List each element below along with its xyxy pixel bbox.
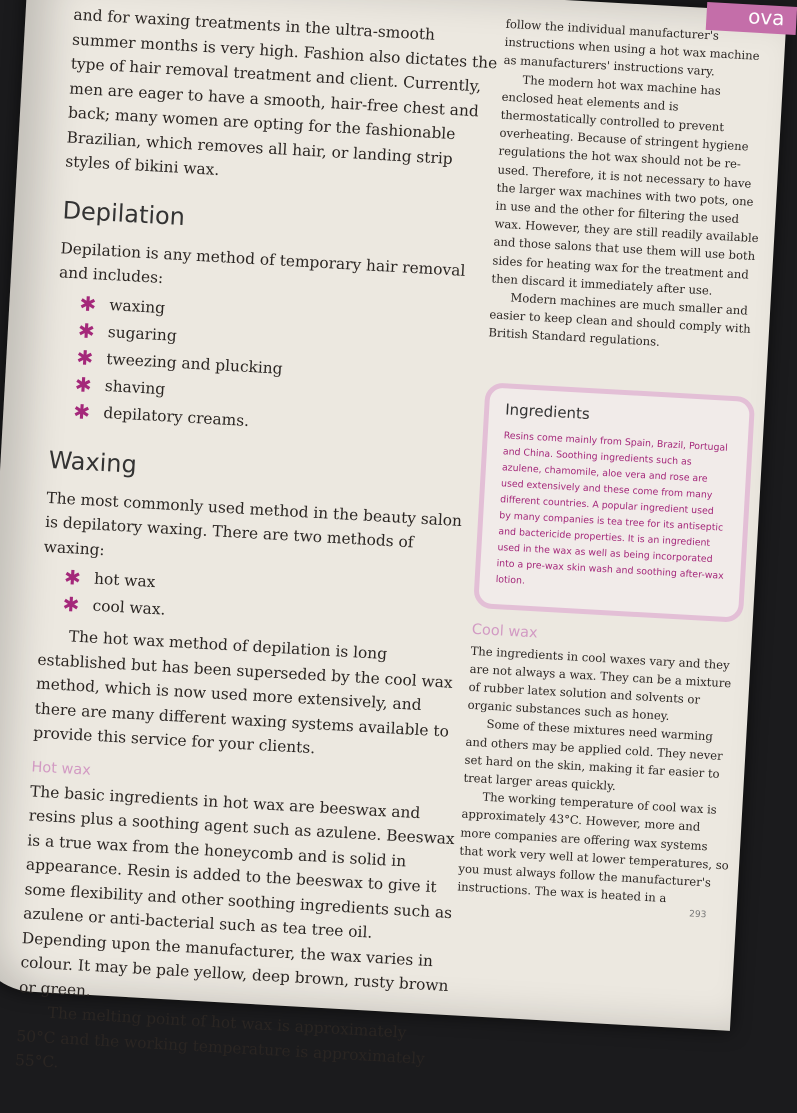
brand-tab: ova: [706, 2, 797, 35]
waxing-paragraph-2: The hot wax method of depilation is long established but has been superseded by the cool wax method, which is now used more extensively, and there are many different waxing systems available to provide this service for your clients.: [32, 627, 454, 758]
depilation-list: [73, 290, 488, 448]
waxing-heading: Waxing: [47, 445, 138, 479]
list-item: ✱ tweezing and plucking: [75, 344, 284, 378]
ingredients-text: Resins come mainly from Spain, Brazil, Portugal and China. Soothing ingredients such as azulene, chamomile, aloe vera and rose are used extensively and these come from many different countries. A popular ingredient used by many companies is tea tree for its antiseptic and bactericide properties. It is an ingredient used in the wax as well as being incorporated into a pre-wax skin wash and soothing after-wax lotion.: [495, 429, 729, 587]
hot-wax-paragraph-2: The melting point of hot wax is approximately 50°C and the working temperature is approximately 55°C.: [14, 1003, 426, 1072]
right-column: [456, 15, 776, 925]
star-bullet-icon: ✱: [72, 398, 91, 424]
list-item: ✱ hot wax: [63, 564, 156, 592]
list-item: ✱ waxing: [78, 290, 166, 317]
cool-wax-paragraph-3: The working temperature of cool wax is approximately 43°C. However, more and more companies are offering wax systems that work very well at lower temperatures, so you must always follow the manufacturer's instructions. The wax is heated in a: [457, 789, 730, 906]
depilation-heading: Depilation: [61, 195, 186, 231]
right-paragraph-1: follow the individual manufacturer's instructions when using a hot wax machine as manufacturers' instructions vary.: [503, 16, 760, 79]
intro-paragraph: and for waxing treatments in the ultra-smooth summer months is very high. Fashion also dictates the type of hair removal treatment and client. Currently, men are eager to have a smooth, hair-free chest and back; many women are opting for the fashionable Brazilian, which removes all hair, or landing strip styles of bikini wax.: [64, 5, 498, 179]
list-item: ✱ depilatory creams.: [72, 398, 250, 430]
star-bullet-icon: ✱: [75, 344, 94, 370]
hot-wax-heading: Hot wax: [31, 758, 92, 779]
list-item: ✱ sugaring: [77, 317, 178, 345]
cool-wax-paragraph-2: Some of these mixtures need warming and others may be applied cold. They never set hard on the skin, making it far easier to treat larger areas quickly.: [463, 717, 724, 794]
star-bullet-icon: ✱: [78, 290, 97, 316]
star-bullet-icon: ✱: [63, 564, 82, 590]
star-bullet-icon: ✱: [74, 371, 93, 397]
hot-wax-paragraph-1: The basic ingredients in hot wax are beeswax and resins plus a soothing agent such as azulene. Beeswax is a true wax from the honeycomb and is solid in appearance. Resin is added to the beeswax to give it some flexibility and other soothing ingredients such as azulene or anti-bacterial such as tea tree oil. Depending upon the manufacturer, the wax varies in colour. It may be pale yellow, deep brown, rusty brown or green.: [18, 781, 456, 1000]
list-item: ✱ shaving: [74, 371, 166, 398]
left-column: [14, 3, 503, 1097]
waxing-text: The most commonly used method in the beauty salon is depilatory waxing. There are two methods of waxing:: [43, 488, 463, 559]
star-bullet-icon: ✱: [61, 591, 81, 617]
page-number: 293: [688, 908, 707, 920]
depilation-text: Depilation is any method of temporary hair removal and includes:: [58, 238, 466, 288]
right-paragraph-3: Modern machines are much smaller and easier to keep clean and should comply with British Standard regulations.: [488, 290, 752, 350]
cool-wax-paragraph-1: The ingredients in cool waxes vary and they are not always a wax. They can be a mixture of rubber latex solution and solvents or organic substances such as honey.: [467, 643, 732, 724]
star-bullet-icon: ✱: [77, 317, 96, 343]
cool-wax-heading: Cool wax: [471, 621, 539, 642]
ingredients-title: Ingredients: [504, 399, 591, 423]
ingredients-box: [473, 382, 755, 623]
list-item: ✱ cool wax.: [61, 591, 166, 619]
right-paragraph-2: The modern hot wax machine has enclosed heat elements and is thermostatically controlled to prevent overheating. Because of stringent hygiene regulations the hot wax should not be re-used. Therefore, it is not necessary to have the larger wax machines with two pots, one in use and the other for filtering the used wax. However, they are still readily available and those salons that use them will use both sides for heating wax for the treatment and then discard it immediately after use.: [491, 72, 759, 298]
